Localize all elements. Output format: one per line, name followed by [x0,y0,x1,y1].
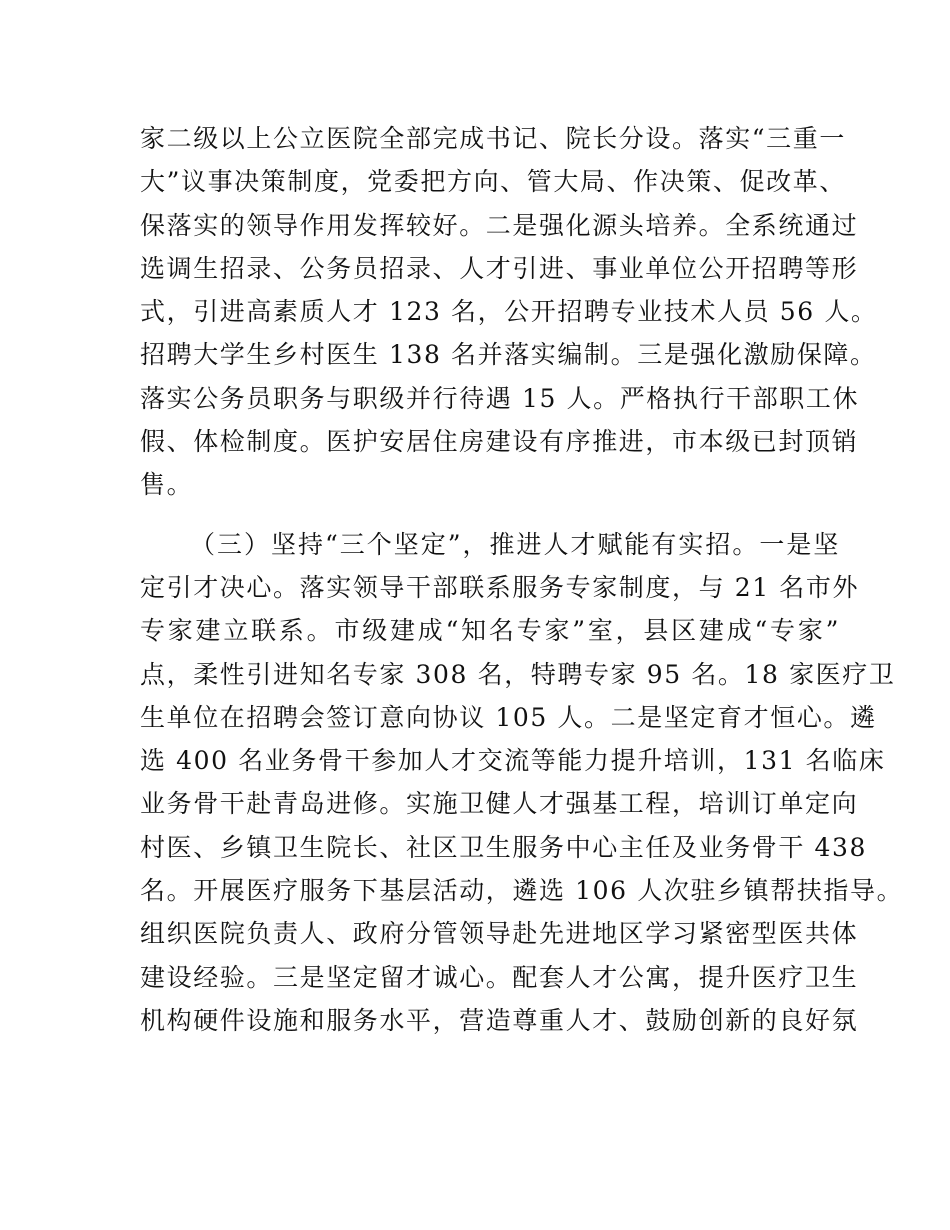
text-line: 家二级以上公立医院全部完成书记、院长分设。落实“三重一 [140,124,846,153]
text-line: 式，引进高素质人才 123 名，公开招聘专业技术人员 56 人。 [140,297,878,327]
text-line: 落实公务员职务与职级并行待遇 15 人。严格执行干部职工休 [140,383,860,413]
text-line: 生单位在招聘会签订意向协议 105 人。二是坚定育才恒心。遴 [140,702,877,732]
text-line: 村医、乡镇卫生院长、社区卫生服务中心主任及业务骨干 438 [140,832,868,862]
text-line: 建设经验。三是坚定留才诚心。配套人才公寓，提升医疗卫生 [140,962,859,992]
text-line: 售。 [140,470,194,500]
text-line: 选 400 名业务骨干参加人才交流等能力提升培训，131 名临床 [140,746,886,776]
text-line: 假、体检制度。医护安居住房建设有序推进，市本级已封顶销 [140,427,859,457]
paragraph-2 [140,523,904,1043]
text-line: 机构硬件设施和服务水平，营造尊重人才、鼓励创新的良好氛 [140,1005,859,1035]
paragraph-1 [140,117,878,507]
text-line: 专家建立联系。市级建成“知名专家”室，县区建成“专家” [140,616,840,646]
text-line: 选调生招录、公务员招录、人才引进、事业单位公开招聘等形 [140,253,859,283]
text-line: 保落实的领导作用发挥较好。二是强化源头培养。全系统通过 [140,210,859,240]
text-line: 招聘大学生乡村医生 138 名并落实编制。三是强化激励保障。 [140,340,877,370]
text-line: （三）坚持“三个坚定”，推进人才赋能有实招。一是坚 [190,529,840,559]
text-line: 定引才决心。落实领导干部联系服务专家制度，与 21 名市外 [140,572,860,602]
text-line: 大”议事决策制度，党委把方向、管大局、作决策、促改革、 [140,167,846,197]
document-body [140,117,904,1042]
text-line: 组织医院负责人、政府分管领导赴先进地区学习紧密型医共体 [140,919,859,949]
text-line: 业务骨干赴青岛进修。实施卫健人才强基工程，培训订单定向 [140,789,859,819]
text-line: 名。开展医疗服务下基层活动，遴选 106 人次驻乡镇帮扶指导。 [140,876,904,906]
text-line: 点，柔性引进知名专家 308 名，特聘专家 95 名。18 家医疗卫 [140,659,896,689]
